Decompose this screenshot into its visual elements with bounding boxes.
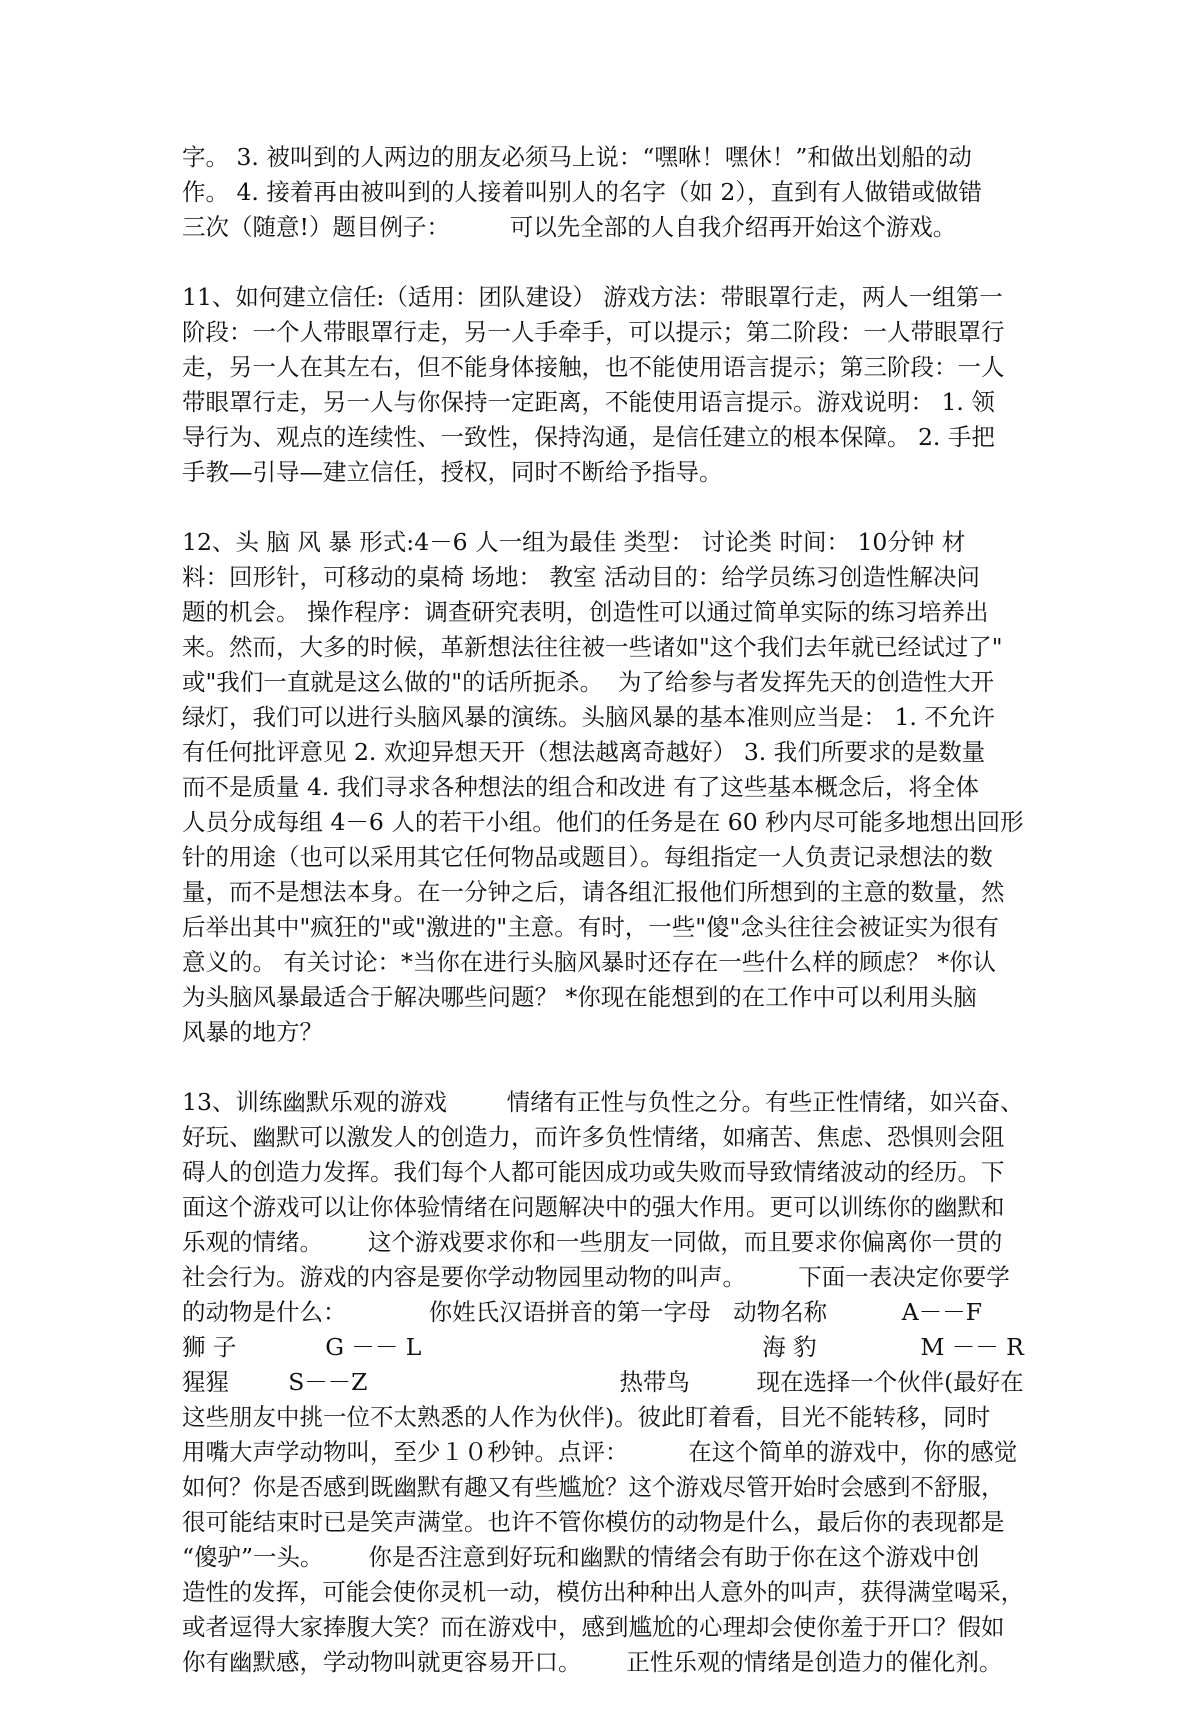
paragraph-10-continued [182,140,1024,245]
text-line: 你有幽默感，学动物叫就更容易开口。 正性乐观的情绪是创造力的催化剂。 [182,1648,1003,1676]
paragraph-13-humor-game [182,1085,1024,1680]
text-line: 带眼罩行走，另一人与你保持一定距离，不能使用语言提示。游戏说明： 1. 领 [182,388,995,416]
text-line: 料：回形针，可移动的桌椅 场地： 教室 活动目的：给学员练习创造性解决问 [182,563,980,591]
text-line: 题的机会。 操作程序：调查研究表明，创造性可以通过简单实际的练习培养出 [182,598,989,626]
text-line: 为头脑风暴最适合于解决哪些问题？ *你现在能想到的在工作中可以利用头脑 [182,983,977,1011]
text-line: 11、如何建立信任:（适用：团队建设） 游戏方法：带眼罩行走，两人一组第一 [182,283,1003,311]
text-line: 针的用途（也可以采用其它任何物品或题目）。每组指定一人负责记录想法的数 [182,843,993,871]
text-line: 面这个游戏可以让你体验情绪在问题解决中的强大作用。更可以训练你的幽默和 [182,1193,1005,1221]
text-line: 风暴的地方？ [182,1018,323,1046]
text-line: 人员分成每组 4－6 人的若干小组。他们的任务是在 60 秒内尽可能多地想出回形 [182,808,1024,836]
text-line: 很可能结束时已是笑声满堂。也许不管你模仿的动物是什么，最后你的表现都是 [182,1508,1005,1536]
text-line: 作。 4. 接着再由被叫到的人接着叫别人的名字（如 2），直到有人做错或做错 [182,178,983,206]
text-line: 的动物是什么： 你姓氏汉语拼音的第一字母 动物名称 A－－F [182,1298,983,1326]
text-line: 造性的发挥，可能会使你灵机一动，模仿出种种出人意外的叫声，获得满堂喝采， [182,1578,1025,1606]
paragraph-11-trust-game [182,280,1024,490]
text-line: 如何？你是否感到既幽默有趣又有些尴尬？这个游戏尽管开始时会感到不舒服， [182,1473,1005,1501]
text-line: 而不是质量 4. 我们寻求各种想法的组合和改进 有了这些基本概念后，将全体 [182,773,979,801]
text-line: 有任何批评意见 2. 欢迎异想天开（想法越离奇越好） 3. 我们所要求的是数量 [182,738,986,766]
text-line: 好玩、幽默可以激发人的创造力，而许多负性情绪，如痛苦、焦虑、恐惧则会阻 [182,1123,1005,1151]
text-line: 13、训练幽默乐观的游戏 情绪有正性与负性之分。有些正性情绪，如兴奋、 [182,1088,1024,1116]
text-line: 阶段：一个人带眼罩行走，另一人手牵手，可以提示；第二阶段：一人带眼罩行 [182,318,1005,346]
text-line: 用嘴大声学动物叫，至少１０秒钟。点评： 在这个简单的游戏中，你的感觉 [182,1438,1018,1466]
text-line: “傻驴”一头。 你是否注意到好玩和幽默的情绪会有助于你在这个游戏中创 [182,1543,980,1571]
text-line: 社会行为。游戏的内容是要你学动物园里动物的叫声。 下面一表决定你要学 [182,1263,1010,1291]
text-line: 三次（随意!）题目例子： 可以先全部的人自我介绍再开始这个游戏。 [182,213,957,241]
text-line: 后举出其中"疯狂的"或"激进的"主意。有时，一些"傻"念头往往会被证实为很有 [182,913,999,941]
text-line: 走，另一人在其左右，但不能身体接触，也不能使用语言提示；第三阶段：一人 [182,353,1005,381]
text-line: 乐观的情绪。 这个游戏要求你和一些朋友一同做，而且要求你偏离你一贯的 [182,1228,1003,1256]
text-line: 这些朋友中挑一位不太熟悉的人作为伙伴)。彼此盯着看，目光不能转移，同时 [182,1403,991,1431]
text-line: 绿灯，我们可以进行头脑风暴的演练。头脑风暴的基本准则应当是： 1. 不允许 [182,703,995,731]
text-line: 或者逗得大家捧腹大笑？而在游戏中，感到尴尬的心理却会使你羞于开口？假如 [182,1613,1005,1641]
document-page [182,140,1024,1715]
text-line: 意义的。 有关讨论：*当你在进行头脑风暴时还存在一些什么样的顾虑？ *你认 [182,948,996,976]
text-line: 量，而不是想法本身。在一分钟之后，请各组汇报他们所想到的主意的数量，然 [182,878,1005,906]
text-line: 来。然而，大多的时候，革新想法往往被一些诸如"这个我们去年就已经试过了" [182,633,1003,661]
text-line: 导行为、观点的连续性、一致性，保持沟通，是信任建立的根本保障。 2. 手把 [182,423,995,451]
text-line: 狮 子 G －－ L 海 豹 M －－ R [182,1333,1024,1361]
text-line: 或"我们一直就是这么做的"的话所扼杀。 为了给参与者发挥先天的创造性大开 [182,668,995,696]
paragraph-12-brainstorm [182,525,1024,1050]
text-line: 碍人的创造力发挥。我们每个人都可能因成功或失败而导致情绪波动的经历。下 [182,1158,1005,1186]
text-line: 猩猩 S－－Z 热带鸟 现在选择一个伙伴(最好在 [182,1368,1024,1396]
text-line: 12、头 脑 风 暴 形式:4－6 人一组为最佳 类型： 讨论类 时间： 10分钟 材 [182,528,966,556]
text-line: 手教—引导—建立信任，授权，同时不断给予指导。 [182,458,723,486]
text-line: 字。 3. 被叫到的人两边的朋友必须马上说：“嘿咻！嘿休！”和做出划船的动 [182,143,972,171]
